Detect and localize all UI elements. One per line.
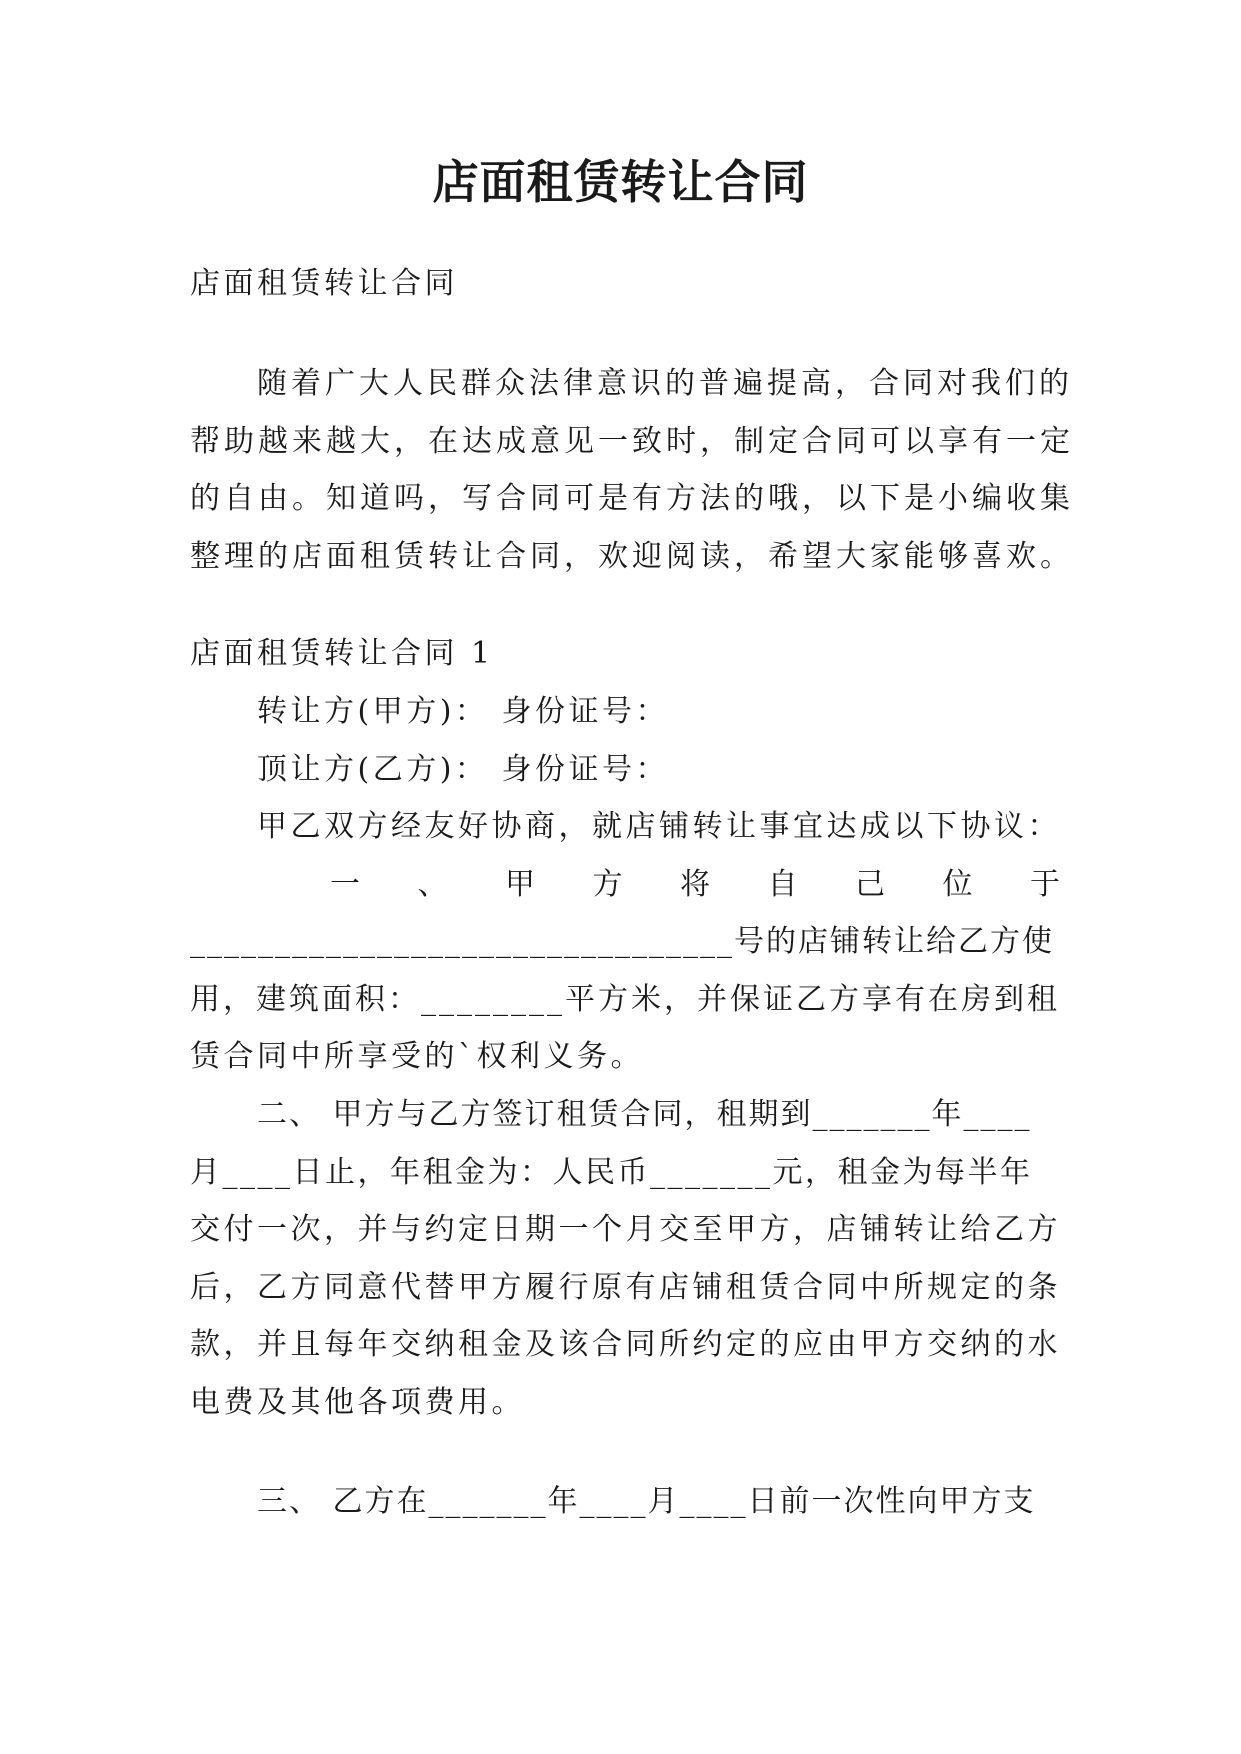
clause-line: 三、 乙方在_______年____月____日前一次性向甲方支 [257,1484,1036,1519]
clause-line: 后，乙方同意代替甲方履行原有店铺租赁合同中所规定的条 [190,1270,1061,1305]
clause-line: 交付一次，并与约定日期一个月交至甲方，店铺转让给乙方 [190,1212,1061,1247]
clause-line: 款，并且每年交纳租金及该合同所约定的应由甲方交纳的水 [190,1327,1061,1362]
clause-line: 二、 甲方与乙方签订租赁合同，租期到_______年____ [257,1097,1032,1132]
intro-line: 帮助越来越大，在达成意见一致时，制定合同可以享有一定 [190,424,1074,459]
document-subtitle: 店面租赁转让合同 [190,266,458,301]
clause-line: 一 、 甲 方 将 自 己 位 于 [330,867,1060,902]
transferee-line: 顶让方(乙方)： 身份证号： [257,752,669,787]
intro-line: 整理的店面租赁转让合同，欢迎阅读，希望大家能够喜欢。 [190,539,1074,574]
clause-line: 用，建筑面积：________平方米，并保证乙方享有在房到租 [190,982,1060,1017]
contract-heading: 店面租赁转让合同 1 [190,636,494,671]
transferor-line: 转让方(甲方)： 身份证号： [257,694,669,729]
agreement-line: 甲乙双方经友好协商，就店铺转让事宜达成以下协议： [257,809,1061,844]
intro-line: 随着广大人民群众法律意识的普遍提高，合同对我们的 [257,366,1073,401]
clause-line: 赁合同中所享受的`权利义务。 [190,1039,644,1074]
clause-line: 月____日止，年租金为：人民币_______元，租金为每半年 [190,1155,1033,1190]
clause-line: ________________________________号的店铺转让给乙方使 [190,924,1054,959]
clause-line: 电费及其他各项费用。 [190,1385,525,1420]
document-title: 店面租赁转让合同 [432,155,809,209]
intro-line: 的自由。知道吗，写合同可是有方法的哦，以下是小编收集 [190,481,1074,516]
